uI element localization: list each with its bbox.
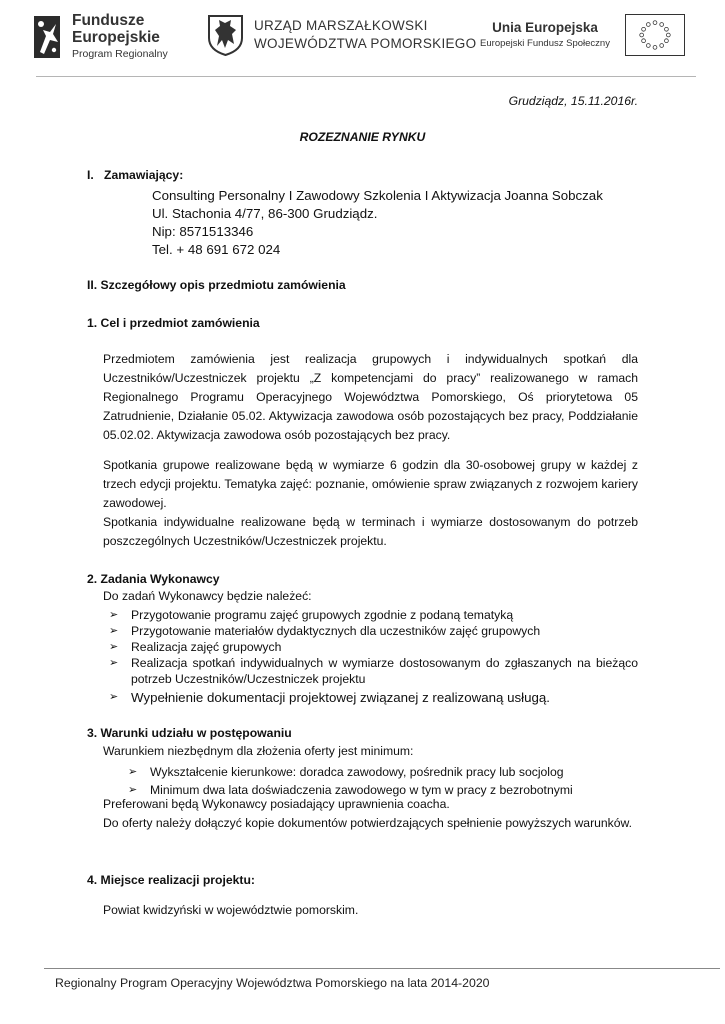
eu-flag-icon	[625, 14, 685, 56]
list-item: ➢ Wykształcenie kierunkowe: doradca zawodowy, pośrednik pracy lub socjolog	[128, 765, 564, 779]
section-2-intro: Do zadań Wykonawcy będzie należeć:	[103, 589, 312, 603]
section-4-heading: 4. Miejsce realizacji projektu:	[87, 873, 255, 887]
fundusze-europejskie-logo	[30, 10, 180, 65]
fe-logo-line3: Program Regionalny	[72, 48, 168, 60]
preferred-contractors-note: Preferowani będą Wykonawcy posiadający uprawnienia coacha.	[103, 797, 450, 811]
document-date: Grudziądz, 15.11.2016r.	[508, 94, 638, 108]
footer-divider	[44, 968, 720, 969]
unia-europejska-logo	[475, 12, 695, 62]
section-3-heading: 3. Warunki udziału w postępowaniu	[87, 726, 292, 740]
contractor-phone: Tel. + 48 691 672 024	[152, 242, 281, 257]
contractor-name: Consulting Personalny I Zawodowy Szkolenia I Aktywizacja Joanna Sobczak	[152, 188, 603, 203]
marshal-office-line1: URZĄD MARSZAŁKOWSKI	[254, 18, 428, 33]
document-title: ROZEZNANIE RYNKU	[299, 130, 426, 144]
header-divider	[36, 76, 696, 77]
section-I-number: I.	[87, 168, 94, 182]
section-II-heading: II. Szczegółowy opis przedmiotu zamówienia	[87, 278, 346, 292]
eu-logo-line2: Europejski Fundusz Społeczny	[480, 38, 610, 49]
contractor-address: Ul. Stachonia 4/77, 86-300 Grudziądz.	[152, 206, 378, 221]
list-item: ➢ Wypełnienie dokumentacji projektowej związanej z realizowaną usługą.	[109, 690, 550, 705]
section-I-heading: Zamawiający:	[104, 168, 184, 182]
arrow-bullet-icon: ➢	[128, 784, 138, 796]
section-1-paragraph-1: Przedmiotem zamówienia jest realizacja grupowych i indywidualnych spotkań dla Uczestników/Uczestniczek projektu „Z kompetencjami do pracy” realizowanego w ramach Regionalnego Programu Operacyjnego Województwa Pomorskiego, Oś priorytetowa 05 Zatrudnienie, Działanie 05.02. Aktywizacja zawodowa osób pozostających bez pracy, Poddziałanie 05.02.02. Aktywizacja zawodowa osób pozostających bez pracy.	[103, 352, 638, 442]
marshal-office-line2: WOJEWÓDZTWA POMORSKIEGO	[254, 36, 477, 51]
contractor-tasks-list	[105, 607, 638, 707]
section-2-heading: 2. Zadania Wykonawcy	[87, 572, 220, 586]
arrow-bullet-icon: ➢	[109, 657, 119, 669]
list-item: ➢ Minimum dwa lata doświadczenia zawodowego w tym w pracy z bezrobotnymi	[128, 783, 573, 797]
arrow-bullet-icon: ➢	[109, 691, 119, 703]
requirements-list	[124, 764, 584, 798]
contractor-nip: Nip: 8571513346	[152, 224, 254, 239]
list-item: ➢ Przygotowanie materiałów dydaktycznych dla uczestników zajęć grupowych	[109, 624, 541, 638]
arrow-bullet-icon: ➢	[109, 625, 119, 637]
eu-logo-line1: Unia Europejska	[492, 20, 598, 35]
fe-logo-line2: Europejskie	[72, 29, 160, 46]
section-3-intro: Warunkiem niezbędnym dla złożenia oferty jest minimum:	[103, 744, 414, 758]
fe-logo-line1: Fundusze	[72, 12, 145, 29]
fe-star-figure-icon	[30, 12, 64, 62]
urzad-marszalkowski-logo	[207, 12, 477, 62]
project-location: Powiat kwidzyński w województwie pomorskim.	[103, 903, 359, 917]
griffin-crest-icon	[207, 14, 244, 56]
arrow-bullet-icon: ➢	[109, 609, 119, 621]
section-1-paragraph-2: Spotkania grupowe realizowane będą w wymiarze 6 godzin dla 30-osobowej grupy w każdej z trzech edycji projektu. Tematyka zajęć: poznanie, omówienie spraw związanych z rozwojem kariery zawodowej.	[103, 458, 638, 510]
arrow-bullet-icon: ➢	[109, 641, 119, 653]
section-1-heading: 1. Cel i przedmiot zamówienia	[87, 316, 260, 330]
list-item: ➢ Przygotowanie programu zajęć grupowych zgodnie z podaną tematyką	[109, 608, 514, 622]
footer-text: Regionalny Program Operacyjny Województwa Pomorskiego na lata 2014-2020	[55, 976, 490, 990]
list-item: ➢ Realizacja spotkań indywidualnych w wymiarze dostosowanym do zgłaszanych na bieżąco potrzeb Uczestników/Uczestniczek projektu	[109, 656, 638, 686]
section-1-paragraph-3: Spotkania indywidualne realizowane będą w terminach i wymiarze dostosowanym do potrzeb poszczególnych Uczestników/Uczestniczek projektu.	[103, 515, 638, 548]
arrow-bullet-icon: ➢	[128, 766, 138, 778]
required-documents-note: Do oferty należy dołączyć kopie dokumentów potwierdzających spełnienie powyższych warunków.	[103, 816, 633, 830]
list-item: ➢ Realizacja zajęć grupowych	[109, 640, 282, 654]
